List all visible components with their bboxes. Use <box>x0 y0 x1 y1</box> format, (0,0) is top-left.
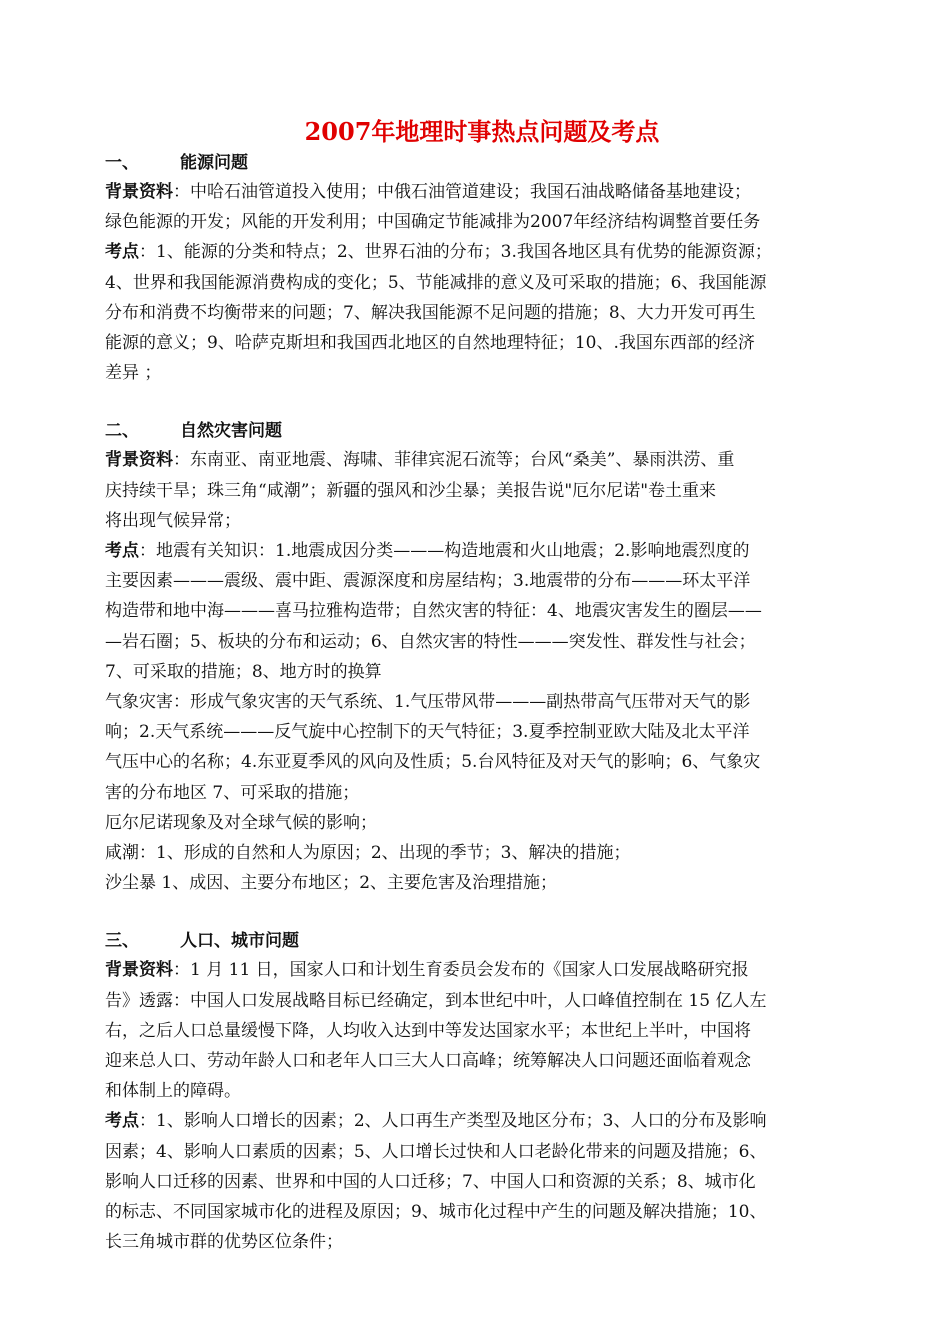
text-line: 背景资料：1 月 11 日，国家人口和计划生育委员会发布的《国家人口发展战略研究报 <box>105 960 749 981</box>
background-paragraph <box>105 177 853 237</box>
keypoints-paragraph <box>105 237 853 388</box>
section-heading <box>105 150 853 177</box>
text-line: 影响人口迁移的因素、世界和中国的人口迁移；7、中国人口和资源的关系；8、城市化 <box>105 1171 756 1192</box>
text-line: 绿色能源的开发；风能的开发利用；中国确定节能减排为2007年经济结构调整首要任务 <box>105 212 761 233</box>
text-line: 能源的意义；9、哈萨克斯坦和我国西北地区的自然地理特征；10、.我国东西部的经济 <box>105 333 755 354</box>
text-line: 考点：1、能源的分类和特点；2、世界石油的分布；3.我国各地区具有优势的能源资源； <box>105 242 772 263</box>
text-line: 将出现气候异常； <box>105 510 241 531</box>
text-line: 和体制上的障碍。 <box>105 1081 241 1102</box>
text-line: 背景资料：中哈石油管道投入使用；中俄石油管道建设；我国石油战略储备基地建设； <box>105 182 751 202</box>
background-paragraph <box>105 445 853 536</box>
text-line: 考点：1、影响人口增长的因素；2、人口再生产类型及地区分布；3、人口的分布及影响 <box>105 1111 767 1132</box>
text-line: 害的分布地区 7、可采取的措施； <box>105 782 360 803</box>
text-line: 气象灾害：形成气象灾害的天气系统、1.气压带风带———副热带高气压带对天气的影 <box>105 692 751 713</box>
text-line: 因素；4、影响人口素质的因素；5、人口增长过快和人口老龄化带来的问题及措施；6、 <box>105 1141 767 1162</box>
text-line: 构造带和地中海———喜马拉雅构造带；自然灾害的特征：4、地震灾害发生的圈层—— <box>105 601 762 622</box>
extra-paragraph <box>105 687 853 898</box>
text-line: 告》透露：中国人口发展战略目标已经确定，到本世纪中叶，人口峰值控制在 15 亿人左 <box>105 990 767 1011</box>
keypoints-paragraph <box>105 1106 853 1257</box>
section-title: 能源问题 <box>180 153 248 173</box>
text-line: 气压中心的名称；4.东亚夏季风的风向及性质；5.台风特征及对天气的影响；6、气象灾 <box>105 752 761 773</box>
section-spacer <box>105 388 853 418</box>
text-line: 7、可采取的措施；8、地方时的换算 <box>105 661 382 682</box>
section-number: 一、 <box>105 153 139 173</box>
keypoints-label: 考点 <box>105 242 139 263</box>
section-number: 二、 <box>105 421 139 442</box>
text-line: 4、世界和我国能源消费构成的变化；5、节能减排的意义及可采取的措施；6、我国能源 <box>105 272 767 293</box>
text-line: 背景资料：东南亚、南亚地震、海啸、菲律宾泥石流等；台风“桑美”、暴雨洪涝、重 <box>105 450 735 471</box>
keypoints-label: 考点 <box>105 541 139 562</box>
text-line: 庆持续干旱；珠三角“咸潮”；新疆的强风和沙尘暴；美报告说"厄尔尼诺"卷土重来 <box>105 480 717 501</box>
section-number: 三、 <box>105 931 139 952</box>
text-line: 迎来总人口、劳动年龄人口和老年人口三大人口高峰；统筹解决人口问题还面临着观念 <box>105 1051 751 1072</box>
section-population-cities <box>105 928 853 1257</box>
background-label: 背景资料 <box>105 182 173 202</box>
text-line: 右，之后人口总量缓慢下降，人均收入达到中等发达国家水平；本世纪上半叶，中国将 <box>105 1020 751 1041</box>
text-line: 咸潮：1、形成的自然和人为原因；2、出现的季节；3、解决的措施； <box>105 843 631 864</box>
background-label: 背景资料 <box>105 450 173 471</box>
text-line: 厄尔尼诺现象及对全球气候的影响； <box>105 812 377 833</box>
text-line: 主要因素———震级、震中距、震源深度和房屋结构；3.地震带的分布———环太平洋 <box>105 571 751 592</box>
section-energy <box>105 150 853 388</box>
section-title: 人口、城市问题 <box>180 931 299 952</box>
text-line: —岩石圈；5、板块的分布和运动；6、自然灾害的特性———突发性、群发性与社会； <box>105 631 756 652</box>
section-heading <box>105 928 853 955</box>
document-page <box>105 114 853 1258</box>
section-heading <box>105 418 853 445</box>
text-line: 差异 ； <box>105 363 162 384</box>
keypoints-paragraph <box>105 536 853 687</box>
text-line: 长三角城市群的优势区位条件； <box>105 1232 343 1253</box>
section-spacer <box>105 898 853 928</box>
keypoints-label: 考点 <box>105 1111 139 1132</box>
text-line: 分布和消费不均衡带来的问题；7、解决我国能源不足问题的措施；8、大力开发可再生 <box>105 302 756 323</box>
background-label: 背景资料 <box>105 960 173 981</box>
section-title: 自然灾害问题 <box>180 421 282 442</box>
text-line: 的标志、不同国家城市化的进程及原因；9、城市化过程中产生的问题及解决措施；10、 <box>105 1202 767 1223</box>
background-paragraph <box>105 955 853 1106</box>
text-line: 响；2.天气系统———反气旋中心控制下的天气特征；3.夏季控制亚欧大陆及北太平洋 <box>105 722 750 743</box>
document-title: 2007年地理时事热点问题及考点 <box>304 117 660 146</box>
section-natural-disasters <box>105 418 853 898</box>
text-line: 考点：地震有关知识：1.地震成因分类———构造地震和火山地震；2.影响地震烈度的 <box>105 541 750 562</box>
text-line: 沙尘暴 1、成因、主要分布地区；2、主要危害及治理措施； <box>105 873 558 894</box>
